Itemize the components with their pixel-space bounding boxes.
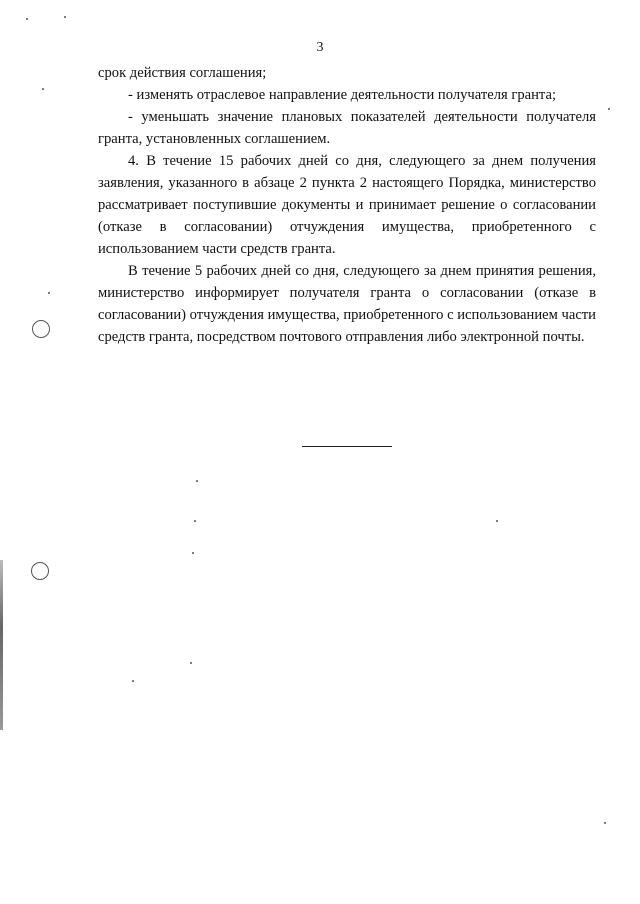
scan-speck (196, 480, 198, 482)
scan-edge-mark (0, 560, 3, 730)
page-number: 3 (316, 40, 324, 55)
scan-speck (48, 292, 50, 294)
scan-speck (194, 520, 196, 522)
scan-speck (190, 662, 192, 664)
document-body (98, 62, 596, 348)
list-item-change-direction: - изменять отраслевое направление деятельности получателя гранта; (128, 87, 557, 103)
paragraph-notification: В течение 5 рабочих дней со дня, следующего за днем принятия решения, министерство информирует получателя гранта о согласовании (отказе в согласовании) отчуждения имущества, приобретенного с использованием части средств гранта, посредством почтового отправления либо электронной почты. (98, 263, 596, 345)
scan-speck (132, 680, 134, 682)
scan-speck (608, 108, 610, 110)
scan-speck (26, 18, 28, 20)
scan-speck (496, 520, 498, 522)
scan-speck (64, 16, 66, 18)
punch-hole-icon (32, 320, 50, 338)
scan-speck (42, 88, 44, 90)
paragraph-clause-4: 4. В течение 15 рабочих дней со дня, следующего за днем получения заявления, указанного в абзаце 2 пункта 2 настоящего Порядка, министерство рассматривает поступившие документы и принимает решение о согласовании (отказе в согласовании) отчуждения имущества, приобретенного с использованием части средств гранта. (98, 153, 596, 257)
scan-speck (192, 552, 194, 554)
punch-hole-icon (31, 562, 49, 580)
scan-speck (604, 822, 606, 824)
paragraph-continuation: срок действия соглашения; (98, 65, 267, 81)
list-item-reduce-indicators: - уменьшать значение плановых показателей деятельности получателя гранта, установленных соглашением. (98, 109, 596, 147)
end-divider-line (302, 446, 392, 447)
